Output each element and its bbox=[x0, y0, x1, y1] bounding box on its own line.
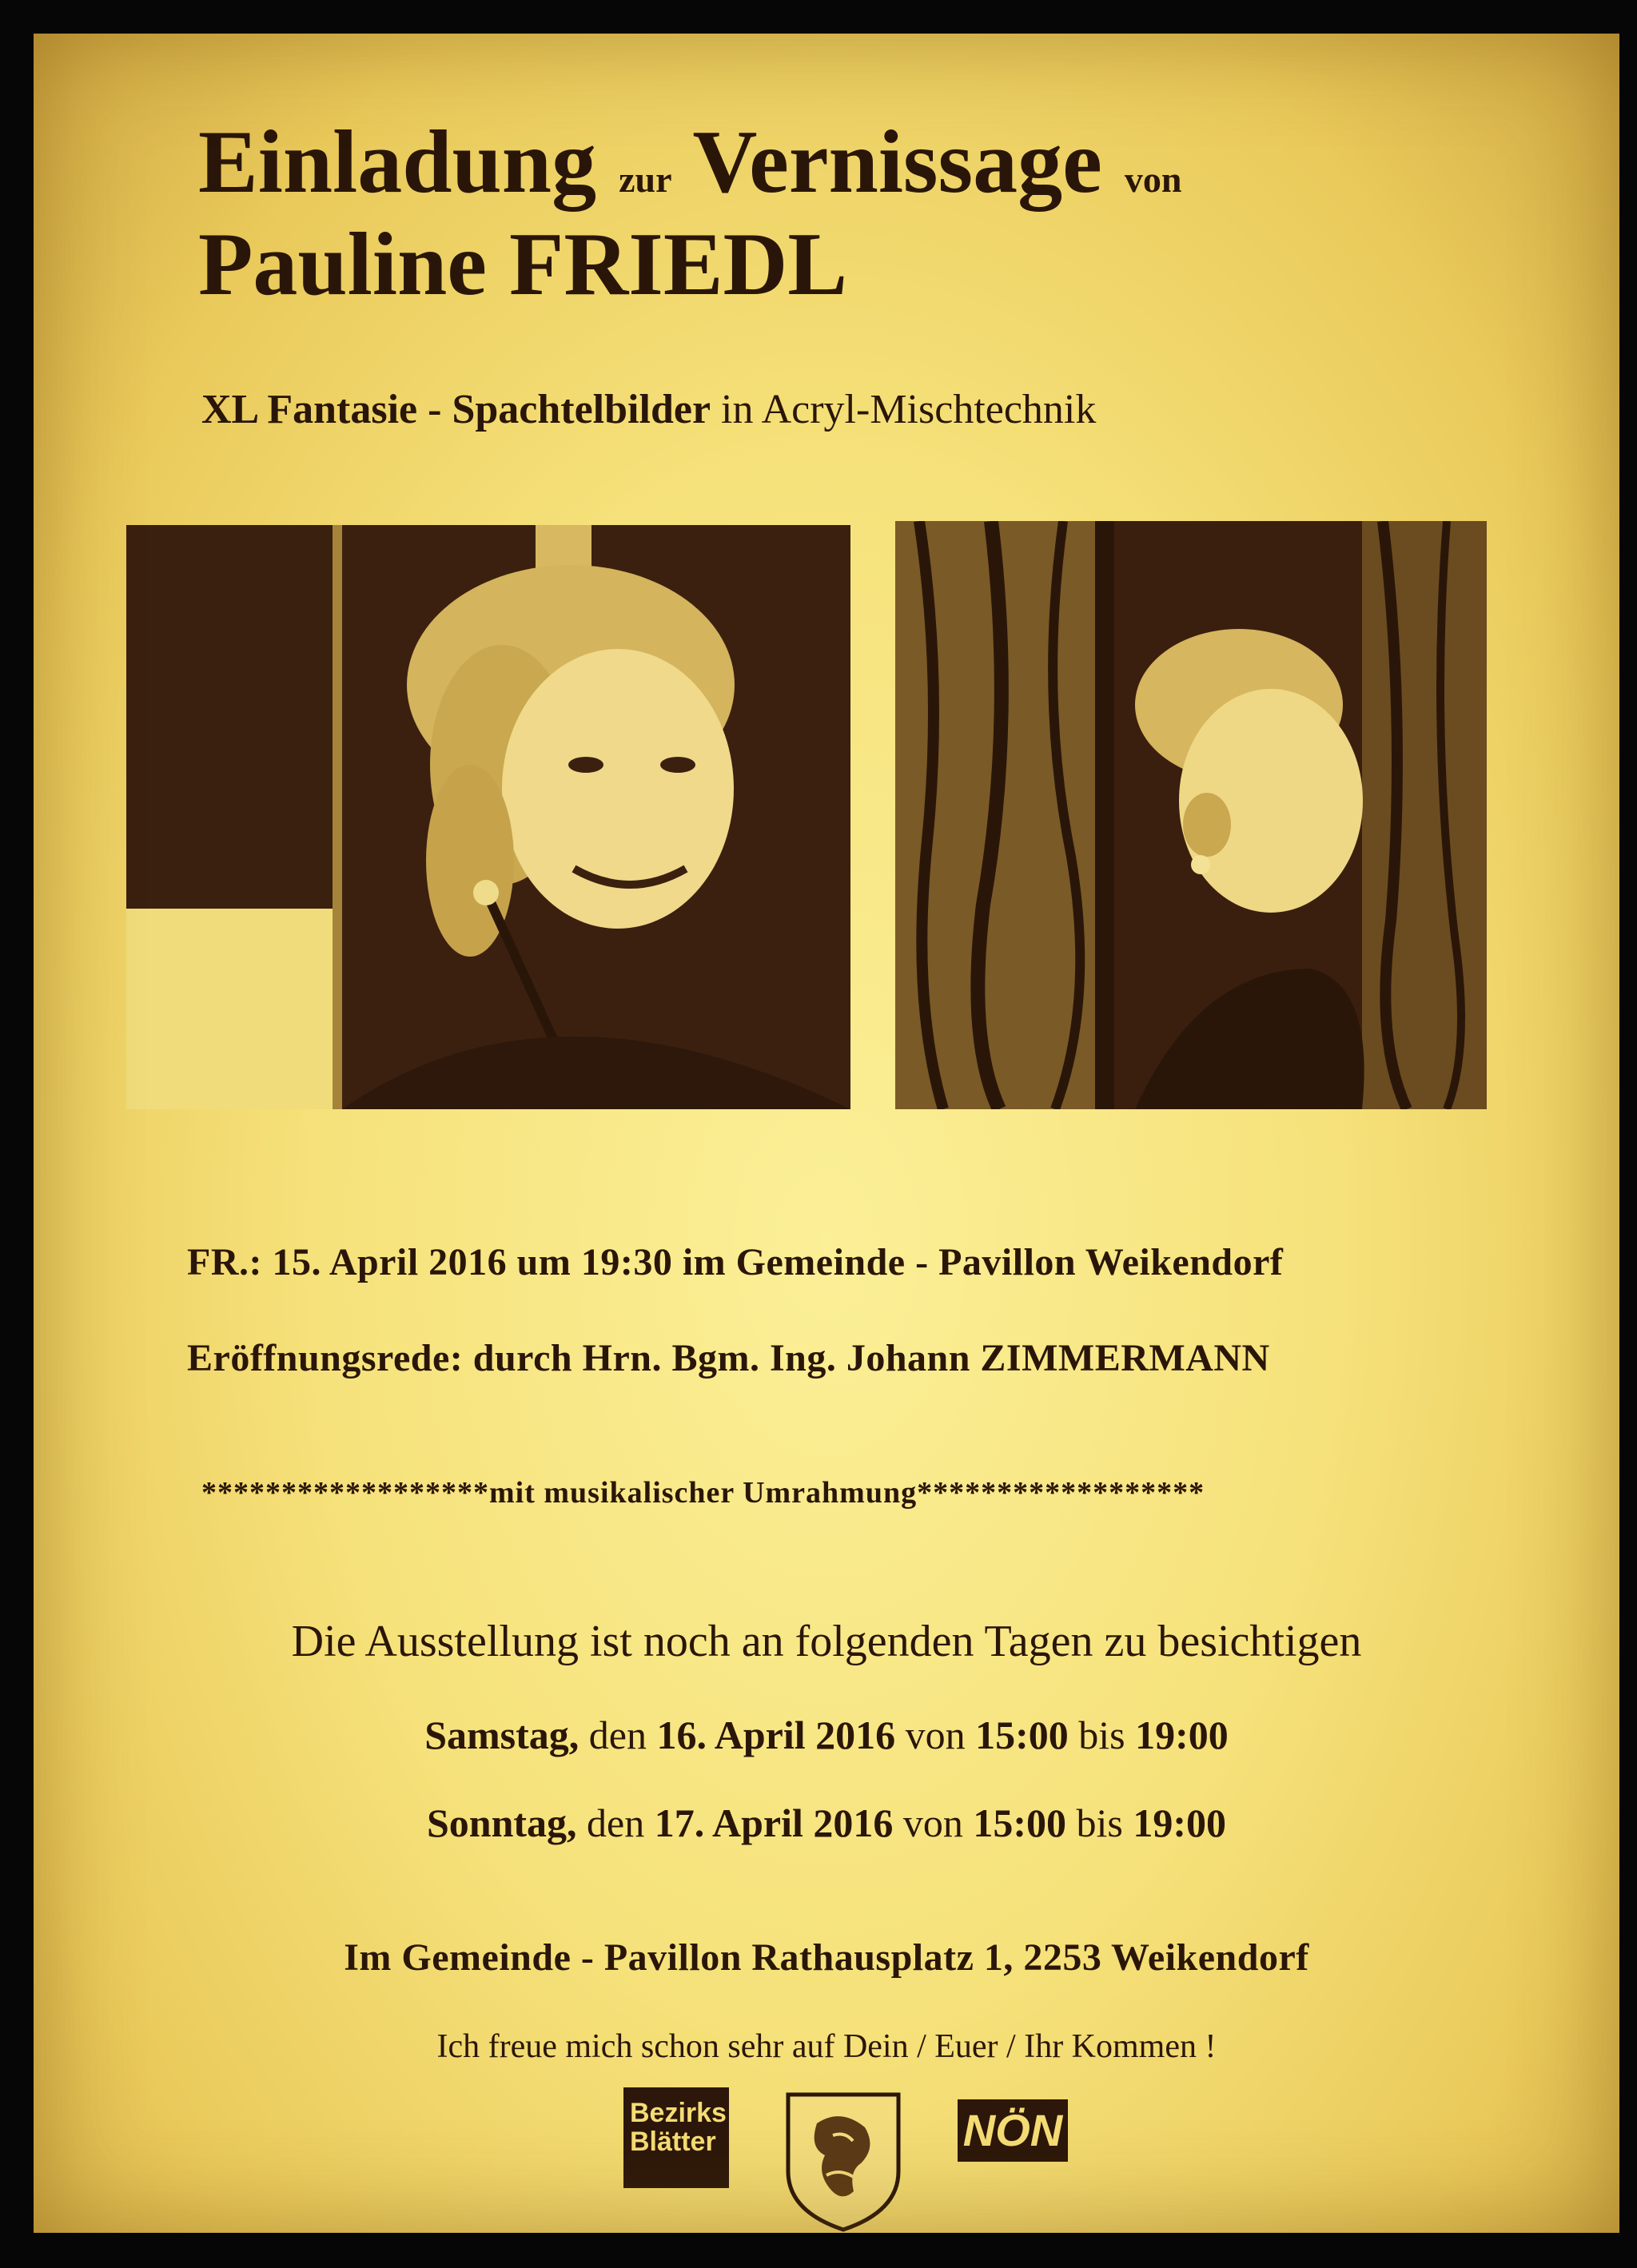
logo-text-line-1: Bezirks bbox=[630, 2098, 727, 2128]
municipal-crest-icon bbox=[785, 2091, 902, 2233]
exhibition-day-saturday bbox=[34, 1712, 1619, 1758]
opening-date-line: FR.: 15. April 2016 um 19:30 im Gemeinde - Pavillon Weikendorf bbox=[187, 1241, 1284, 1283]
day-end-time: 19:00 bbox=[1133, 1800, 1227, 1845]
subtitle-regular: in Acryl-Mischtechnik bbox=[721, 387, 1097, 432]
day-end-time: 19:00 bbox=[1135, 1713, 1229, 1757]
day-date: 16. April 2016 bbox=[656, 1713, 896, 1757]
poster bbox=[34, 34, 1619, 2233]
day-von: von bbox=[905, 1713, 966, 1757]
subtitle-bold: XL Fantasie - Spachtelbilder bbox=[201, 387, 711, 432]
day-name: Samstag, bbox=[424, 1713, 580, 1757]
day-start-time: 15:00 bbox=[973, 1800, 1067, 1845]
title-line-1 bbox=[198, 113, 1181, 212]
closing-message: Ich freue mich schon sehr auf Dein / Euer / Ihr Kommen ! bbox=[436, 2028, 1217, 2065]
artist-name: Pauline FRIEDL bbox=[198, 215, 848, 314]
music-line: ******************mit musikalischer Umrahmung****************** bbox=[201, 1476, 1205, 1510]
day-start-time: 15:00 bbox=[975, 1713, 1069, 1757]
title-word-zur: zur bbox=[619, 159, 672, 200]
title-word-einladung: Einladung bbox=[198, 113, 597, 212]
title-word-vernissage: Vernissage bbox=[692, 113, 1102, 212]
venue-address: Im Gemeinde - Pavillon Rathausplatz 1, 2253 Weikendorf bbox=[344, 1936, 1309, 1979]
day-den: den bbox=[587, 1800, 645, 1845]
day-von: von bbox=[902, 1800, 963, 1845]
exhibition-day-sunday bbox=[34, 1800, 1619, 1846]
bezirksblaetter-logo bbox=[623, 2087, 729, 2188]
portrait-photo-profile bbox=[895, 521, 1487, 1109]
day-date: 17. April 2016 bbox=[654, 1800, 894, 1845]
day-name: Sonntag, bbox=[426, 1800, 577, 1845]
noen-logo: NÖN bbox=[958, 2099, 1068, 2162]
day-bis: bis bbox=[1076, 1800, 1123, 1845]
opening-speech-line: Eröffnungsrede: durch Hrn. Bgm. Ing. Johann ZIMMERMANN bbox=[187, 1337, 1270, 1379]
day-den: den bbox=[588, 1713, 647, 1757]
day-bis: bis bbox=[1078, 1713, 1125, 1757]
exhibition-heading: Die Ausstellung ist noch an folgenden Tagen zu besichtigen bbox=[291, 1617, 1362, 1666]
logo-text-line-2: Blätter bbox=[630, 2127, 716, 2157]
title-word-von: von bbox=[1124, 159, 1182, 200]
subtitle bbox=[201, 385, 1096, 435]
portrait-photo-front bbox=[126, 525, 850, 1109]
